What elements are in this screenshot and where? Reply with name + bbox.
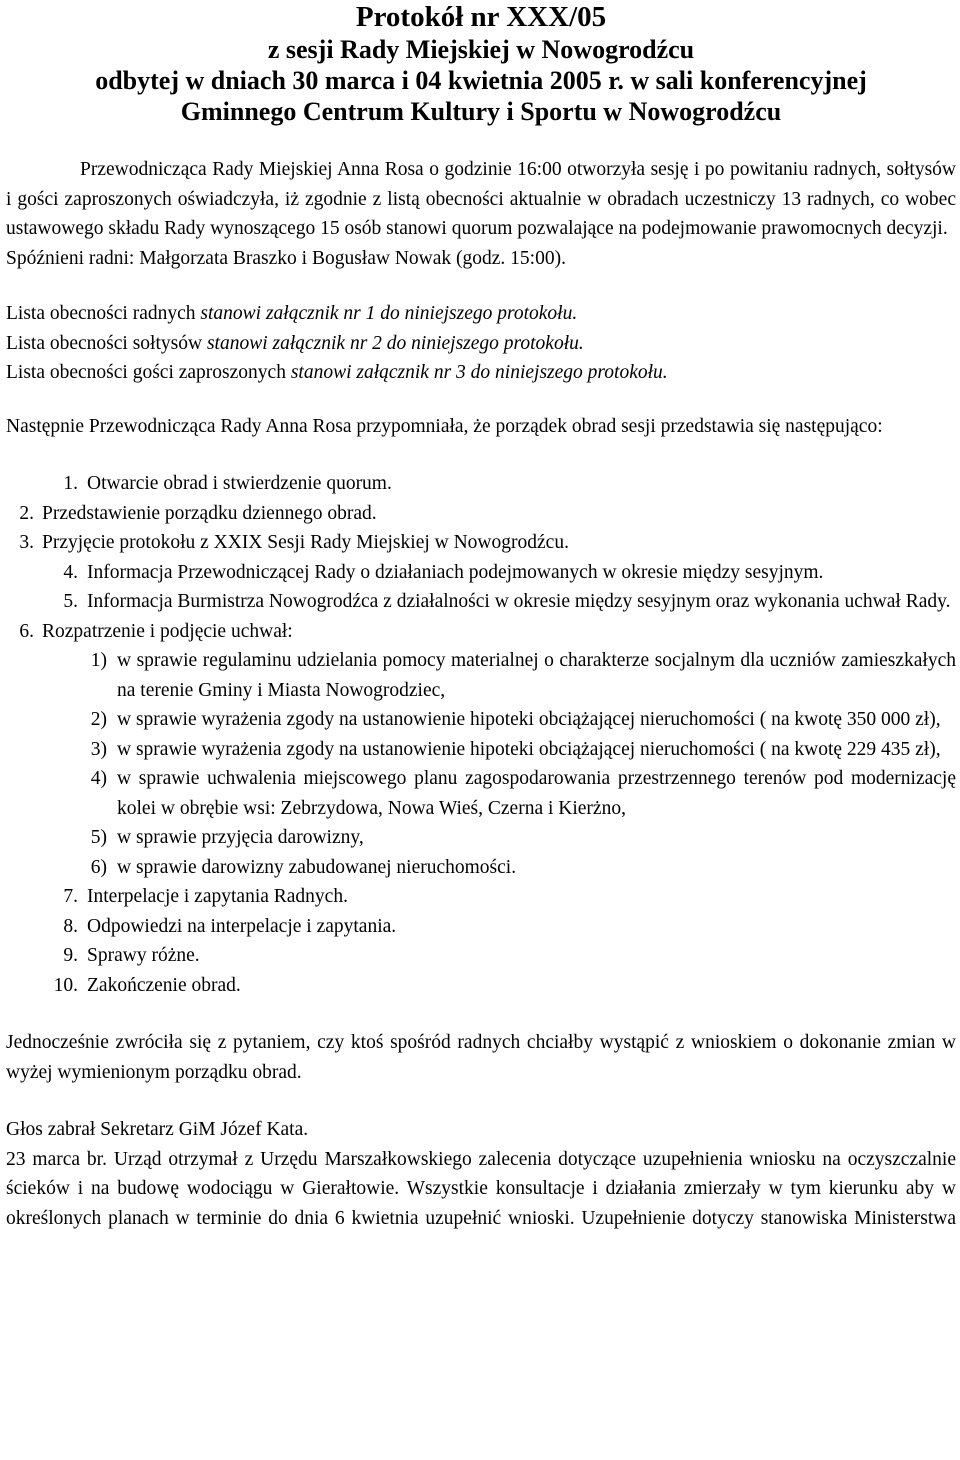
late-councillors: Spóźnieni radni: Małgorzata Braszko i Bogusław Nowak (godz. 15:00). (6, 247, 566, 269)
resolution-item: 2) w sprawie wyrażenia zgody na ustanowienie hipoteki obciążającej nieruchomości ( na kwotę 350 000 zł), (90, 709, 941, 730)
attendance-guests: Lista obecności gości zaproszonych stanowi załącznik nr 3 do niniejszego protokołu. (6, 362, 668, 383)
dates-line: odbytej w dniach 30 marca i 04 kwietnia 2005 r. w sali konferencyjnej (95, 66, 867, 95)
speaker-line: Głos zabrał Sekretarz GiM Józef Kata. (6, 1119, 309, 1140)
agenda-item: 2. Przedstawienie porządku dziennego obrad. (19, 502, 377, 524)
resolution-item: 6) w sprawie darowizny zabudowanej nieruchomości. (90, 856, 517, 878)
agenda-item: 4. Informacja Przewodniczącej Rady o działaniach podejmowanych w okresie między sesyjnym. (63, 561, 824, 583)
agenda-list (6, 469, 956, 1000)
agenda-item: 6. Rozpatrzenie i podjęcie uchwał: (19, 620, 293, 642)
agenda-item: 3. Przyjęcie protokołu z XXIX Sesji Rady Miejskiej w Nowogrodźcu. (19, 532, 569, 553)
venue-line: Gminnego Centrum Kultury i Sportu w Nowogrodźcu (180, 97, 782, 126)
document-page (6, 0, 956, 1233)
resolution-item: 3) w sprawie wyrażenia zgody na ustanowienie hipoteki obciążającej nieruchomości ( na kwotę 229 435 zł), (90, 738, 941, 760)
resolution-item: 5) w sprawie przyjęcia darowizny, (90, 827, 364, 848)
protocol-title: Protokół nr XXX/05 (355, 1, 607, 33)
agenda-item: 7. Interpelacje i zapytania Radnych. (63, 886, 348, 907)
agenda-item: 10. Zakończenie obrad. (53, 974, 241, 996)
session-line: z sesji Rady Miejskiej w Nowogrodźcu (267, 35, 695, 64)
final-paragraph: 23 marca br. Urząd otrzymał z Urzędu Marszałkowskiego zalecenia dotyczące uzupełnienia wniosku na oczyszczalnie ścieków i na budowę wodociągu w Gierałtowie. Wszystkie konsultacje i działania zmierzały w tym kierunku aby w określonych planach w terminie do dnia 6 kwietnia uzupełnić wnioski. Uzupełnienie dotyczy stanowiska Ministerstwa (6, 1148, 956, 1229)
attendance-village-heads: Lista obecności sołtysów stanowi załącznik nr 2 do niniejszego protokołu. (6, 332, 584, 354)
intro-paragraph: Przewodnicząca Rady Miejskiej Anna Rosa o godzinie 16:00 otworzyła sesję i po powitaniu radnych, sołtysów i gości zaproszonych oświadczyła, iż zgodnie z listą obecności aktualnie w obradach uczestniczy 13 radnych, co wobec ustawowego składu Rady wynoszącego 15 osób stanowi quorum pozwalające na podejmowanie prawomocnych decyzji. (6, 159, 956, 239)
agenda-intro: Następnie Przewodnicząca Rady Anna Rosa przypomniała, że porządek obrad sesji przedstawia się następująco: (6, 415, 883, 437)
agenda-item: 5. Informacja Burmistrza Nowogrodźca z działalności w okresie między sesyjnym oraz wykonania uchwał Rady. (63, 591, 951, 612)
resolution-item: 1) w sprawie regulaminu udzielania pomocy materialnej o charakterze socjalnym dla uczniów zamieszkałych na terenie Gminy i Miasta Nowogrodziec, (90, 650, 956, 701)
resolution-item: 4) w sprawie uchwalenia miejscowego planu zagospodarowania przestrzennego terenów pod modernizację kolei w obrębie wsi: Zebrzydowa, Nowa Wieś, Czerna i Kierżno, (90, 768, 956, 819)
attendance-councillors: Lista obecności radnych stanowi załącznik nr 1 do niniejszego protokołu. (6, 303, 578, 324)
agenda-item: 8. Odpowiedzi na interpelacje i zapytania. (63, 915, 397, 937)
document-header (6, 0, 956, 127)
agenda-item: 9. Sprawy różne. (63, 945, 200, 966)
agenda-item: 1. Otwarcie obrad i stwierdzenie quorum. (63, 473, 392, 494)
question-paragraph: Jednocześnie zwróciła się z pytaniem, czy ktoś spośród radnych chciałby wystąpić z wnioskiem o dokonanie zmian w wyżej wymienionym porządku obrad. (6, 1032, 956, 1083)
